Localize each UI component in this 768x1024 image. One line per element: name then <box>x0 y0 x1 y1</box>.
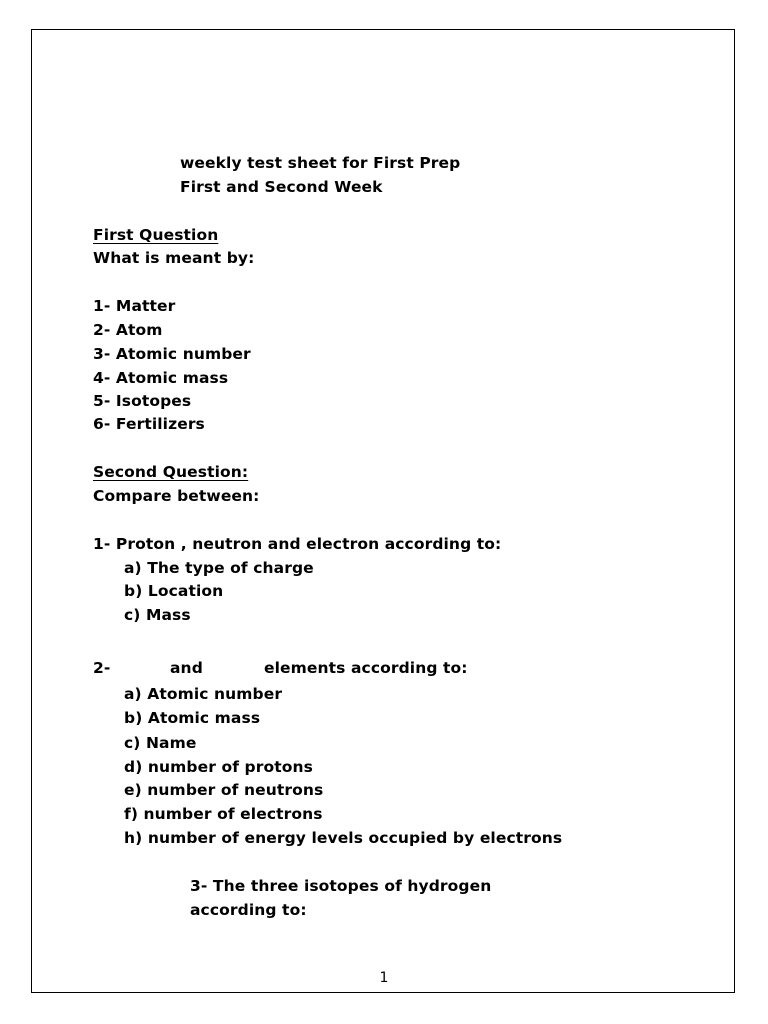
q1-item-atomic-mass: 4- Atomic mass <box>93 369 229 387</box>
page-border <box>31 29 735 993</box>
q1-item-atomic-number: 3- Atomic number <box>93 345 251 363</box>
q2-part2-subitem-e: e) number of neutrons <box>124 781 324 799</box>
first-question-heading: First Question <box>93 226 219 244</box>
q2-part3-line-2: according to: <box>190 901 307 919</box>
q1-item-isotopes: 5- Isotopes <box>93 392 192 410</box>
title-line-2: First and Second Week <box>180 178 383 196</box>
q2-part2-number: 2- <box>93 659 111 677</box>
q2-part1-subitem-c: c) Mass <box>124 606 191 624</box>
q2-part1-label: 1- Proton , neutron and electron according to: <box>93 535 502 553</box>
q2-part2-and: and <box>170 659 203 677</box>
q2-part2-subitem-h: h) number of energy levels occupied by electrons <box>124 829 563 847</box>
q2-part2-subitem-d: d) number of protons <box>124 758 313 776</box>
q1-item-fertilizers: 6- Fertilizers <box>93 415 205 433</box>
q1-item-matter: 1- Matter <box>93 297 176 315</box>
q1-item-atom: 2- Atom <box>93 321 163 339</box>
page-number: 1 <box>379 970 389 986</box>
title-line-1: weekly test sheet for First Prep <box>180 154 461 172</box>
q2-part2-subitem-f: f) number of electrons <box>124 805 323 823</box>
second-question-prompt: Compare between: <box>93 487 260 505</box>
q2-part2-rest: elements according to: <box>264 659 468 677</box>
q2-part3-line-1: 3- The three isotopes of hydrogen <box>190 877 492 895</box>
second-question-heading: Second Question: <box>93 463 249 481</box>
first-question-prompt: What is meant by: <box>93 249 255 267</box>
q2-part2-subitem-a: a) Atomic number <box>124 685 283 703</box>
q2-part1-subitem-a: a) The type of charge <box>124 559 314 577</box>
q2-part1-subitem-b: b) Location <box>124 582 224 600</box>
q2-part2-subitem-b: b) Atomic mass <box>124 709 261 727</box>
q2-part2-subitem-c: c) Name <box>124 734 197 752</box>
